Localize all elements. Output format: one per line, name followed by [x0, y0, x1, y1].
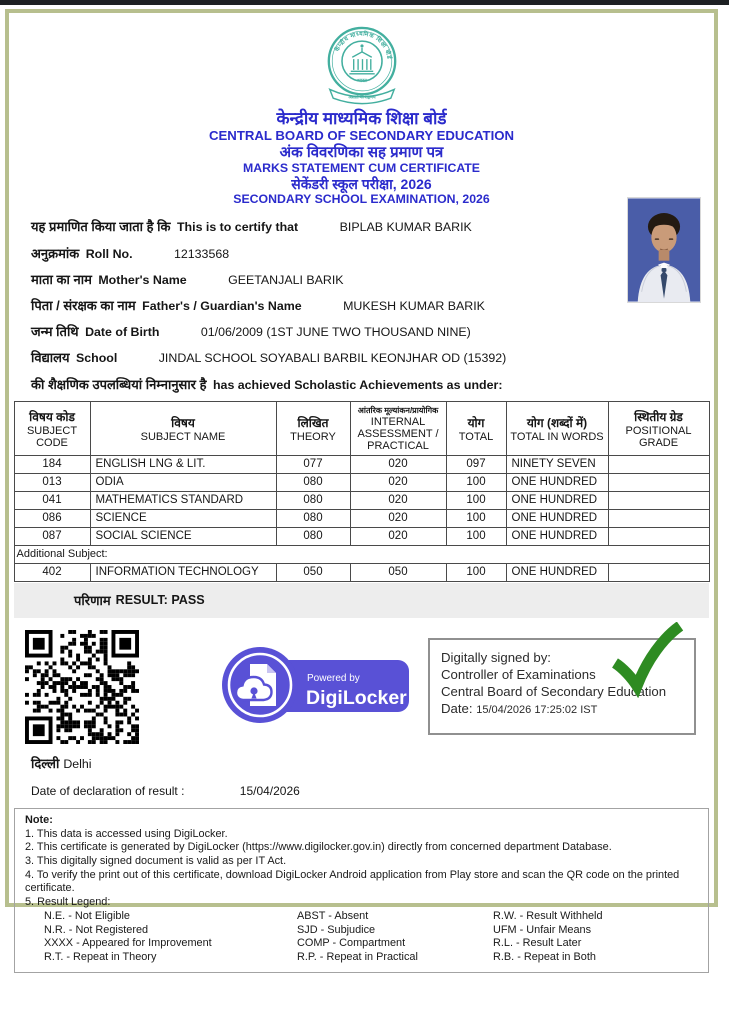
place-line: दिल्ली Delhi — [31, 755, 92, 771]
father-name: MUKESH KUMAR BARIK — [343, 299, 485, 314]
note-item: 1. This data is accessed using DigiLocker. — [25, 827, 228, 840]
signature-line-2: Controller of Examinations — [441, 666, 596, 682]
col-subject-name: विषय SUBJECT NAME — [90, 401, 276, 455]
signature-line-1: Digitally signed by: — [441, 649, 551, 665]
note-item: 3. This digitally signed document is valid as per IT Act. — [25, 854, 287, 867]
note-item: 2. This certificate is generated by DigiLocker (https://www.digilocker.gov.in) directly from concerned department Database. — [25, 841, 612, 854]
col-subject-code: विषय कोड SUBJECT CODE — [14, 401, 90, 455]
subject-row: 013 ODIA 080 020 100 ONE HUNDRED — [14, 473, 709, 491]
logo-motto-text: असतो मा सद्गमय — [347, 94, 376, 100]
logo-country-text: भारत — [356, 79, 367, 85]
digilocker-badge — [219, 644, 411, 726]
mother-name: GEETANJALI BARIK — [228, 272, 344, 287]
student-details — [31, 217, 714, 392]
verification-band — [9, 630, 714, 752]
signature-timestamp: 15/04/2026 17:25:02 IST — [476, 704, 598, 717]
legend-row: XXXX - Appeared for Improvement COMP - Compartment R.L. - Result Later — [44, 937, 582, 950]
student-name: BIPLAB KUMAR BARIK — [339, 220, 472, 235]
declaration-line: Date of declaration of result : 15/04/2026 — [31, 783, 300, 798]
note-box — [14, 808, 709, 973]
result-band — [14, 583, 709, 618]
subject-row: 086 SCIENCE 080 020 100 ONE HUNDRED — [14, 509, 709, 527]
certify-line: यह प्रमाणित किया जाता है कि This is to certify that BIPLAB KUMAR BARIK — [31, 219, 472, 235]
date-of-birth: 01/06/2009 (1ST JUNE TWO THOUSAND NINE) — [200, 325, 471, 340]
certificate-frame — [5, 9, 718, 964]
legend-row: R.T. - Repeat in Theory R.P. - Repeat in Practical R.B. - Repeat in Both — [44, 951, 596, 964]
col-theory: लिखित THEORY — [276, 401, 350, 455]
note-title: Note: — [25, 813, 53, 826]
col-positional-grade: स्थितीय ग्रेड POSITIONAL GRADE — [608, 401, 709, 455]
dob-line: जन्म तिथि Date of Birth 01/06/2009 (1ST JUNE TWO THOUSAND NINE) — [31, 324, 471, 340]
marks-table — [14, 401, 710, 582]
digital-signature-box — [428, 638, 696, 735]
roll-number: 12133568 — [173, 246, 230, 261]
board-name-hindi: केन्द्रीय माध्यमिक शिक्षा बोर्ड — [276, 109, 447, 128]
exam-title-hindi: सेकेंडरी स्कूल परीक्षा, 2026 — [291, 175, 432, 192]
student-photo — [627, 197, 701, 303]
signature-line-3: Central Board of Secondary Education — [441, 684, 667, 700]
result-value: RESULT: PASS — [115, 593, 205, 608]
declaration-date: 15/04/2026 — [239, 783, 300, 798]
legend-row: N.R. - Not Registered SJD - Subjudice UFM - Unfair Means — [44, 923, 592, 936]
scan-edge-strip — [0, 0, 729, 5]
document-title-english: MARKS STATEMENT CUM CERTIFICATE — [242, 160, 481, 175]
digilocker-wordmark: DigiLocker — [306, 686, 407, 709]
certificate-header — [9, 109, 714, 206]
subject-row: 184 ENGLISH LNG & LIT. 077 020 097 NINETY SEVEN — [14, 455, 709, 473]
powered-by-text: Powered by — [307, 672, 360, 684]
school-name: JINDAL SCHOOL SOYABALI BARBIL KEONJHAR OD (15392) — [158, 351, 507, 366]
school-line: विद्यालय School JINDAL SCHOOL SOYABALI BARBIL KEONJHAR OD (15392) — [31, 350, 507, 366]
result-label-hindi: परिणाम — [74, 593, 111, 609]
note-item: 4. To verify the print out of this certificate, download DigiLocker Android application from Play store and scan the QR code on the printed certificate. — [25, 868, 680, 895]
signature-date-line: Date: 15/04/2026 17:25:02 IST — [441, 701, 598, 717]
col-total-words: योग (शब्दों में) TOTAL IN WORDS — [506, 401, 608, 455]
table-header-row — [14, 401, 709, 455]
roll-line: अनुक्रमांक Roll No. 12133568 — [31, 245, 230, 261]
col-internal: आंतरिक मूल्यांकन/प्रायोगिक INTERNAL ASSESSMENT / PRACTICAL — [350, 401, 446, 455]
exam-title-english: SECONDARY SCHOOL EXAMINATION, 2026 — [233, 191, 490, 206]
father-line: पिता / संरक्षक का नाम Father's / Guardian's Name MUKESH KUMAR BARIK — [31, 298, 485, 314]
col-total: योग TOTAL — [446, 401, 506, 455]
subject-row: 087 SOCIAL SCIENCE 080 020 100 ONE HUNDRED — [14, 527, 709, 545]
board-name-english: CENTRAL BOARD OF SECONDARY EDUCATION — [208, 128, 515, 144]
achievement-line: की शैक्षणिक उपलब्धियां निम्नानुसार है has achieved Scholastic Achievements as under: — [31, 376, 503, 392]
additional-subject-row: Additional Subject: — [14, 545, 709, 563]
logo-ring-text: केन्द्रीय माध्यमिक शिक्षा बोर्ड — [334, 31, 391, 60]
verified-check-icon — [608, 622, 686, 698]
cbse-logo-icon — [312, 25, 412, 107]
qr-code — [25, 630, 139, 744]
logo-building-icon — [349, 44, 374, 73]
subject-row: 041 MATHEMATICS STANDARD 080 020 100 ONE HUNDRED — [14, 491, 709, 509]
legend-row: N.E. - Not Eligible ABST - Absent R.W. - Result Withheld — [44, 909, 603, 922]
mother-line: माता का नाम Mother's Name GEETANJALI BARIK — [31, 271, 344, 287]
document-title-hindi: अंक विवरणिका सह प्रमाण पत्र — [279, 143, 444, 161]
subject-row: 402 INFORMATION TECHNOLOGY 050 050 100 ONE HUNDRED — [14, 563, 709, 581]
note-item: 5. Result Legend: — [25, 896, 111, 909]
